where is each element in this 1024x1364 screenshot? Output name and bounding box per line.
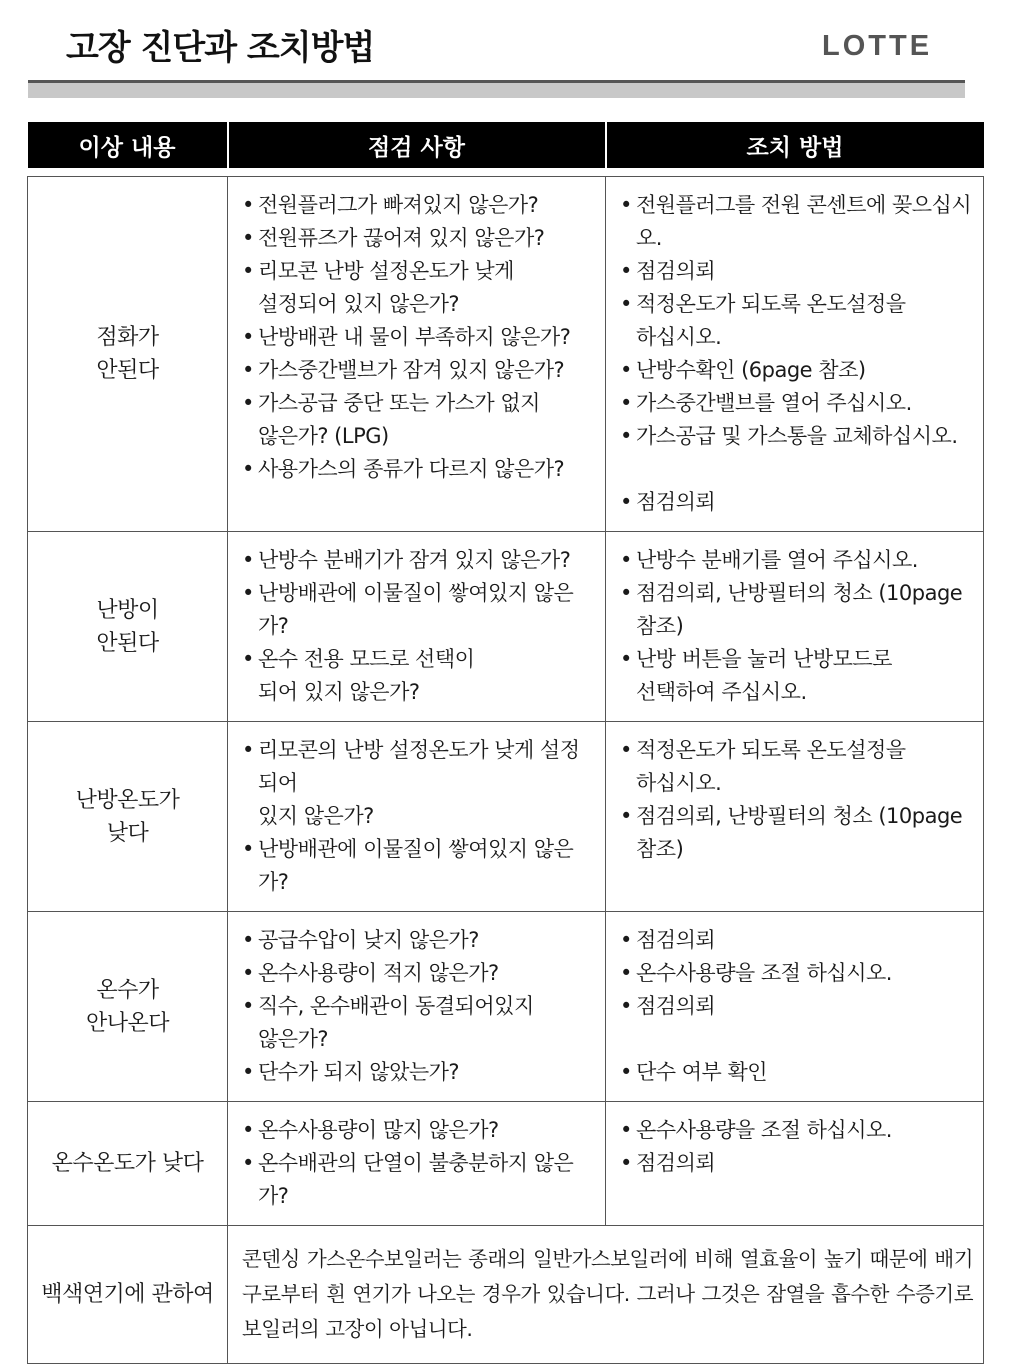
issue-cell: 온수온도가 낮다 <box>28 1102 228 1226</box>
list-item: • 적정온도가 되도록 온도설정을 하십시오. <box>620 734 977 800</box>
checks-list <box>242 734 599 899</box>
list-item: • 가스중간밸브를 열어 주십시오. <box>620 387 977 420</box>
actions-list <box>620 544 977 709</box>
table-row <box>28 1102 984 1226</box>
list-item <box>620 453 977 486</box>
list-item: • 온수사용량이 많지 않은가? <box>242 1114 599 1147</box>
issue-cell: 난방이 안된다 <box>28 532 228 722</box>
checks-list <box>242 189 599 486</box>
table-row <box>28 912 984 1102</box>
table-header-row <box>28 122 984 168</box>
actions-list <box>620 189 977 519</box>
list-item <box>620 1023 977 1056</box>
list-item: • 전원플러그를 전원 콘센트에 꽂으십시오. <box>620 189 977 255</box>
checks-list <box>242 924 599 1089</box>
list-item: • 리모콘 난방 설정온도가 낮게 설정되어 있지 않은가? <box>242 255 599 321</box>
list-item: • 난방배관에 이물질이 쌓여있지 않은가? <box>242 577 599 643</box>
checks-cell <box>228 1102 606 1226</box>
list-item: • 난방수 분배기가 잠겨 있지 않은가? <box>242 544 599 577</box>
list-item: • 공급수압이 낮지 않은가? <box>242 924 599 957</box>
checks-cell <box>228 912 606 1102</box>
list-item: • 전원플러그가 빠져있지 않은가? <box>242 189 599 222</box>
checks-cell <box>228 177 606 532</box>
note-title: 백색연기에 관하여 <box>28 1226 228 1364</box>
list-item: • 가스공급 중단 또는 가스가 없지 않은가? (LPG) <box>242 387 599 453</box>
actions-list <box>620 1114 977 1180</box>
actions-cell <box>606 912 984 1102</box>
table-row <box>28 532 984 722</box>
issue-cell: 난방온도가 낮다 <box>28 722 228 912</box>
column-header-checks: 점검 사항 <box>228 122 606 168</box>
issue-cell: 점화가 안된다 <box>28 177 228 532</box>
list-item: • 난방배관에 이물질이 쌓여있지 않은가? <box>242 833 599 899</box>
list-item: • 점검의뢰, 난방필터의 청소 (10page 참조) <box>620 577 977 643</box>
actions-list <box>620 924 977 1089</box>
list-item: • 난방수 분배기를 열어 주십시오. <box>620 544 977 577</box>
list-item: • 온수 전용 모드로 선택이 되어 있지 않은가? <box>242 643 599 709</box>
list-item: • 직수, 온수배관이 동결되어있지 않은가? <box>242 990 599 1056</box>
actions-list <box>620 734 977 866</box>
table-row <box>28 722 984 912</box>
list-item: • 리모콘의 난방 설정온도가 낮게 설정되어 있지 않은가? <box>242 734 599 833</box>
list-item: • 온수사용량을 조절 하십시오. <box>620 1114 977 1147</box>
list-item: • 온수사용량을 조절 하십시오. <box>620 957 977 990</box>
checks-cell <box>228 532 606 722</box>
checks-list <box>242 544 599 709</box>
list-item: • 난방수확인 (6page 참조) <box>620 354 977 387</box>
list-item: • 점검의뢰 <box>620 924 977 957</box>
column-header-issue: 이상 내용 <box>28 122 228 168</box>
brand-logo: LOTTE <box>822 30 933 62</box>
issue-cell: 온수가 안나온다 <box>28 912 228 1102</box>
list-item: • 점검의뢰 <box>620 255 977 288</box>
actions-cell <box>606 532 984 722</box>
actions-cell <box>606 177 984 532</box>
header-divider <box>28 80 965 98</box>
list-item: • 사용가스의 종류가 다르지 않은가? <box>242 453 599 486</box>
list-item: • 가스중간밸브가 잠겨 있지 않은가? <box>242 354 599 387</box>
checks-list <box>242 1114 599 1213</box>
note-row <box>28 1226 984 1364</box>
list-item: • 단수가 되지 않았는가? <box>242 1056 599 1089</box>
checks-cell <box>228 722 606 912</box>
list-item: • 난방 버튼을 눌러 난방모드로 선택하여 주십시오. <box>620 643 977 709</box>
table-row <box>28 177 984 532</box>
list-item: • 온수사용량이 적지 않은가? <box>242 957 599 990</box>
list-item: • 점검의뢰 <box>620 486 977 519</box>
list-item: • 온수배관의 단열이 불충분하지 않은가? <box>242 1147 599 1213</box>
page-title: 고장 진단과 조치방법 <box>66 28 375 68</box>
list-item: • 점검의뢰, 난방필터의 청소 (10page 참조) <box>620 800 977 866</box>
note-text: 콘덴싱 가스온수보일러는 종래의 일반가스보일러에 비해 열효율이 높기 때문에 배기구로부터 흰 연기가 나오는 경우가 있습니다. 그러나 그것은 잠열을 흡수한 수증기로 보일러의 고장이 아닙니다. <box>228 1226 984 1364</box>
list-item: • 점검의뢰 <box>620 1147 977 1180</box>
list-item: • 점검의뢰 <box>620 990 977 1023</box>
list-item: • 단수 여부 확인 <box>620 1056 977 1089</box>
actions-cell <box>606 722 984 912</box>
list-item: • 전원퓨즈가 끊어져 있지 않은가? <box>242 222 599 255</box>
list-item: • 난방배관 내 물이 부족하지 않은가? <box>242 321 599 354</box>
actions-cell <box>606 1102 984 1226</box>
column-header-actions: 조치 방법 <box>606 122 984 168</box>
list-item: • 가스공급 및 가스통을 교체하십시오. <box>620 420 977 453</box>
list-item: • 적정온도가 되도록 온도설정을 하십시오. <box>620 288 977 354</box>
troubleshooting-table <box>27 122 984 1364</box>
